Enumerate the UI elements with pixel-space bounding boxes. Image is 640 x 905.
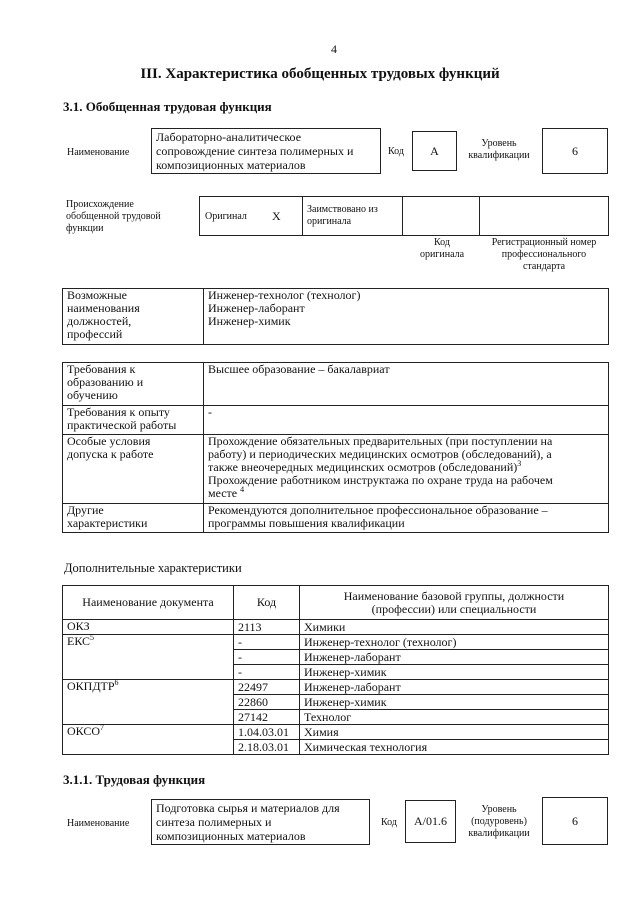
level-value: 6 [542, 128, 608, 174]
admission-line: Прохождение работником инструктажа по охране труда на рабочем [208, 473, 553, 487]
code-cell: - [234, 650, 300, 665]
position-item: Инженер-лаборант [208, 301, 305, 315]
table-row [63, 680, 609, 695]
registration-caption [483, 237, 605, 273]
labor-function-name-line: композиционных материалов [156, 829, 306, 843]
code-label: Код [388, 146, 404, 157]
table-row [63, 635, 609, 650]
header-name [300, 586, 609, 620]
admission-label-line: допуска к работе [67, 447, 154, 461]
page-number: 4 [331, 42, 337, 56]
admission-line-with-note [208, 487, 604, 500]
header-name-line: (профессии) или специальности [371, 601, 537, 616]
origin-label [66, 199, 161, 235]
original-code-cell [402, 196, 480, 236]
admission-line: работу) и периодических медицинских осмотров (обследований), а [208, 447, 552, 461]
code-cell: 2.18.03.01 [234, 740, 300, 755]
positions-label-line: Возможные [67, 288, 127, 302]
section-title: III. Характеристика обобщенных трудовых функций [140, 66, 500, 82]
code-caption-line: Код [434, 237, 450, 248]
other-value [204, 504, 609, 533]
function-name-line: Лабораторно-аналитическое [156, 130, 302, 144]
code-caption [408, 237, 476, 261]
document-name: ЕКС [67, 634, 91, 648]
name-cell: Инженер-лаборант [300, 680, 609, 695]
document-cell [63, 680, 234, 725]
requirements-table [62, 362, 609, 533]
registration-caption-line: профессионального [501, 249, 587, 260]
name-cell: Инженер-химик [300, 695, 609, 710]
additional-table [62, 585, 609, 755]
function-name-line: композиционных материалов [156, 158, 306, 172]
labor-function-name-line: Подготовка сырья и материалов для [156, 801, 340, 815]
name-label: Наименование [67, 818, 130, 829]
other-line: Рекомендуются дополнительное профессиональное образование – [208, 503, 548, 517]
education-label-line: Требования к [67, 362, 136, 376]
footnote-ref: 3 [517, 459, 522, 468]
code-cell: 22860 [234, 695, 300, 710]
education-label-line: обучению [67, 388, 118, 402]
admission-label [63, 435, 204, 504]
document-cell [63, 635, 234, 680]
header-name-line: Наименование базовой группы, должности [343, 588, 565, 603]
name-cell: Инженер-химик [300, 665, 609, 680]
experience-label-line: Требования к опыту [67, 405, 170, 419]
position-item: Инженер-технолог (технолог) [208, 288, 361, 302]
level-label-line: Уровень [481, 138, 517, 149]
name-cell: Химическая технология [300, 740, 609, 755]
registration-caption-line: стандарта [522, 261, 566, 272]
level-label-line: квалификации [468, 150, 530, 161]
table-row [63, 725, 609, 740]
experience-label [63, 406, 204, 435]
document-name: ОКСО [67, 724, 101, 738]
name-cell: Химия [300, 725, 609, 740]
code-value: A [412, 131, 457, 171]
function-name-line: сопровождение синтеза полимерных и [156, 144, 354, 158]
table-row [63, 620, 609, 635]
original-mark: X [272, 209, 281, 223]
other-label-line: Другие [67, 503, 104, 517]
document-name: ОКПДТР [67, 679, 115, 693]
header-code: Код [234, 586, 300, 620]
positions-label [63, 289, 204, 345]
education-label-line: образованию и [67, 375, 144, 389]
borrowed-cell [302, 196, 403, 236]
name-cell: Химики [300, 620, 609, 635]
other-label [63, 504, 204, 533]
positions-label-line: должностей, [67, 314, 132, 328]
code-caption-line: оригинала [419, 249, 465, 260]
level-label [462, 138, 536, 162]
footnote-ref: 5 [90, 633, 95, 642]
original-cell [199, 196, 303, 236]
header-document: Наименование документа [63, 586, 234, 620]
labor-function-name-line: синтеза полимерных и [156, 815, 272, 829]
original-label: Оригинал [205, 211, 247, 222]
experience-label-line: практической работы [67, 418, 177, 432]
document-cell [63, 725, 234, 755]
name-cell: Инженер-лаборант [300, 650, 609, 665]
admission-value [204, 435, 609, 504]
code-cell: 1.04.03.01 [234, 725, 300, 740]
admission-line: также внеочередных медицинских осмотров (обследований) [208, 460, 518, 474]
subsection-title: 3.1. Обобщенная трудовая функция [63, 99, 272, 114]
name-cell: Инженер-технолог (технолог) [300, 635, 609, 650]
code-cell: 22497 [234, 680, 300, 695]
footnote-ref: 6 [114, 678, 119, 687]
borrowed-label-line: Заимствовано из [307, 204, 378, 215]
level-label-line: Уровень [481, 804, 517, 815]
document-name: ОКЗ [67, 619, 90, 633]
origin-label-line: обобщенной трудовой [66, 211, 161, 222]
labor-function-name-box [151, 799, 370, 845]
origin-label-line: функции [66, 223, 104, 234]
origin-label-line: Происхождение [66, 199, 134, 210]
code-cell: - [234, 665, 300, 680]
positions-label-line: профессий [67, 327, 123, 341]
positions-values [204, 289, 609, 345]
experience-value: - [204, 406, 609, 435]
function-name-box [151, 128, 381, 174]
registration-number-cell [479, 196, 609, 236]
education-value: Высшее образование – бакалавриат [204, 363, 609, 406]
borrowed-label-line: оригинала [307, 216, 352, 227]
additional-title: Дополнительные характеристики [64, 561, 242, 575]
other-label-line: характеристики [67, 516, 148, 530]
code-label: Код [381, 817, 397, 828]
code-cell: - [234, 635, 300, 650]
footnote-ref: 4 [240, 485, 245, 494]
level-label [462, 804, 536, 840]
other-line: программы повышения квалификации [208, 516, 405, 530]
code-cell: 27142 [234, 710, 300, 725]
labor-function-code: A/01.6 [405, 800, 456, 843]
registration-caption-line: Регистрационный номер [491, 237, 597, 248]
name-label: Наименование [67, 147, 130, 158]
level-value: 6 [542, 797, 608, 845]
admission-line: месте [208, 486, 238, 500]
level-label-line: квалификации [468, 828, 530, 839]
footnote-ref: 7 [100, 723, 105, 732]
positions-table [62, 288, 609, 345]
code-cell: 2113 [234, 620, 300, 635]
name-cell: Технолог [300, 710, 609, 725]
labor-function-title: 3.1.1. Трудовая функция [63, 772, 206, 787]
admission-label-line: Особые условия [67, 434, 151, 448]
education-label [63, 363, 204, 406]
level-label-line: (подуровень) [471, 816, 527, 827]
admission-line: Прохождение обязательных предварительных (при поступлении на [208, 434, 553, 448]
position-item: Инженер-химик [208, 314, 291, 328]
positions-label-line: наименования [67, 301, 140, 315]
document-cell [63, 620, 234, 635]
